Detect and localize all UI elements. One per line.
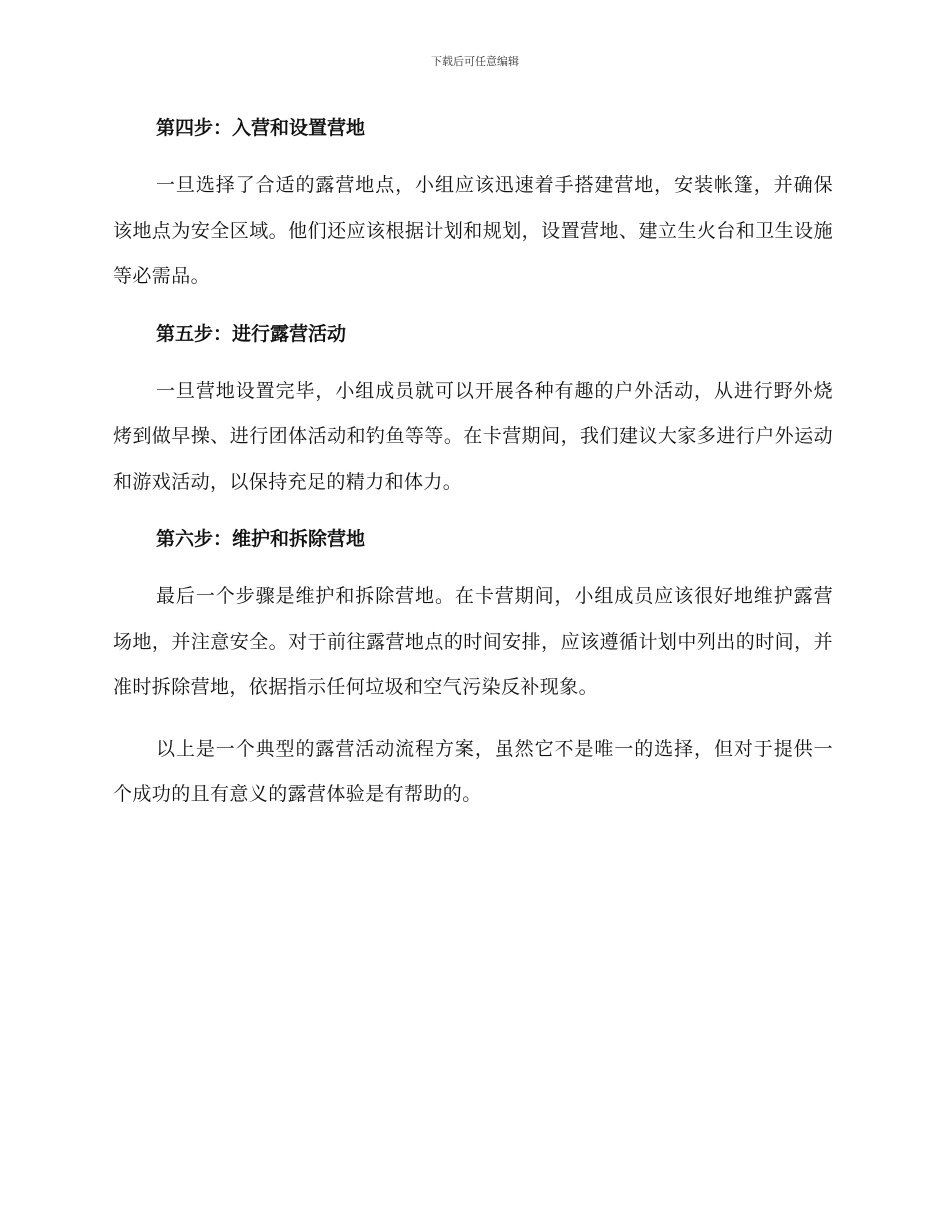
step-paragraph: 最后一个步骤是维护和拆除营地。在卡营期间，小组成员应该很好地维护露营场地，并注意安全。对于前往露营地点的时间安排，应该遵循计划中列出的时间，并准时拆除营地，依据指示任何垃圾和空气污染反补现象。	[113, 585, 833, 698]
step-heading: 第四步：入营和设置营地	[156, 117, 366, 139]
step-heading: 第五步：进行露营活动	[156, 322, 347, 345]
step-paragraph: 一旦营地设置完毕，小组成员就可以开展各种有趣的户外活动，从进行野外烧烤到做早操、进行团体活动和钓鱼等等。在卡营期间，我们建议大家多进行户外运动和游戏活动，以保持充足的精力和体力。	[113, 379, 833, 493]
conclusion-paragraph: 以上是一个典型的露营活动流程方案，虽然它不是唯一的选择，但对于提供一个成功的且有意义的露营体验是有帮助的。	[113, 737, 833, 805]
page-header: 下载后可任意编辑	[431, 55, 519, 68]
section-step-6	[113, 521, 833, 711]
document-body	[113, 110, 833, 834]
step-paragraph: 一旦选择了合适的露营地点，小组应该迅速着手搭建营地，安装帐篷，并确保该地点为安全区域。他们还应该根据计划和规划，设置营地、建立生火台和卫生设施等必需品。	[113, 174, 833, 287]
section-step-5	[113, 316, 833, 506]
step-heading: 第六步：维护和拆除营地	[156, 528, 366, 550]
section-step-4	[113, 110, 833, 300]
